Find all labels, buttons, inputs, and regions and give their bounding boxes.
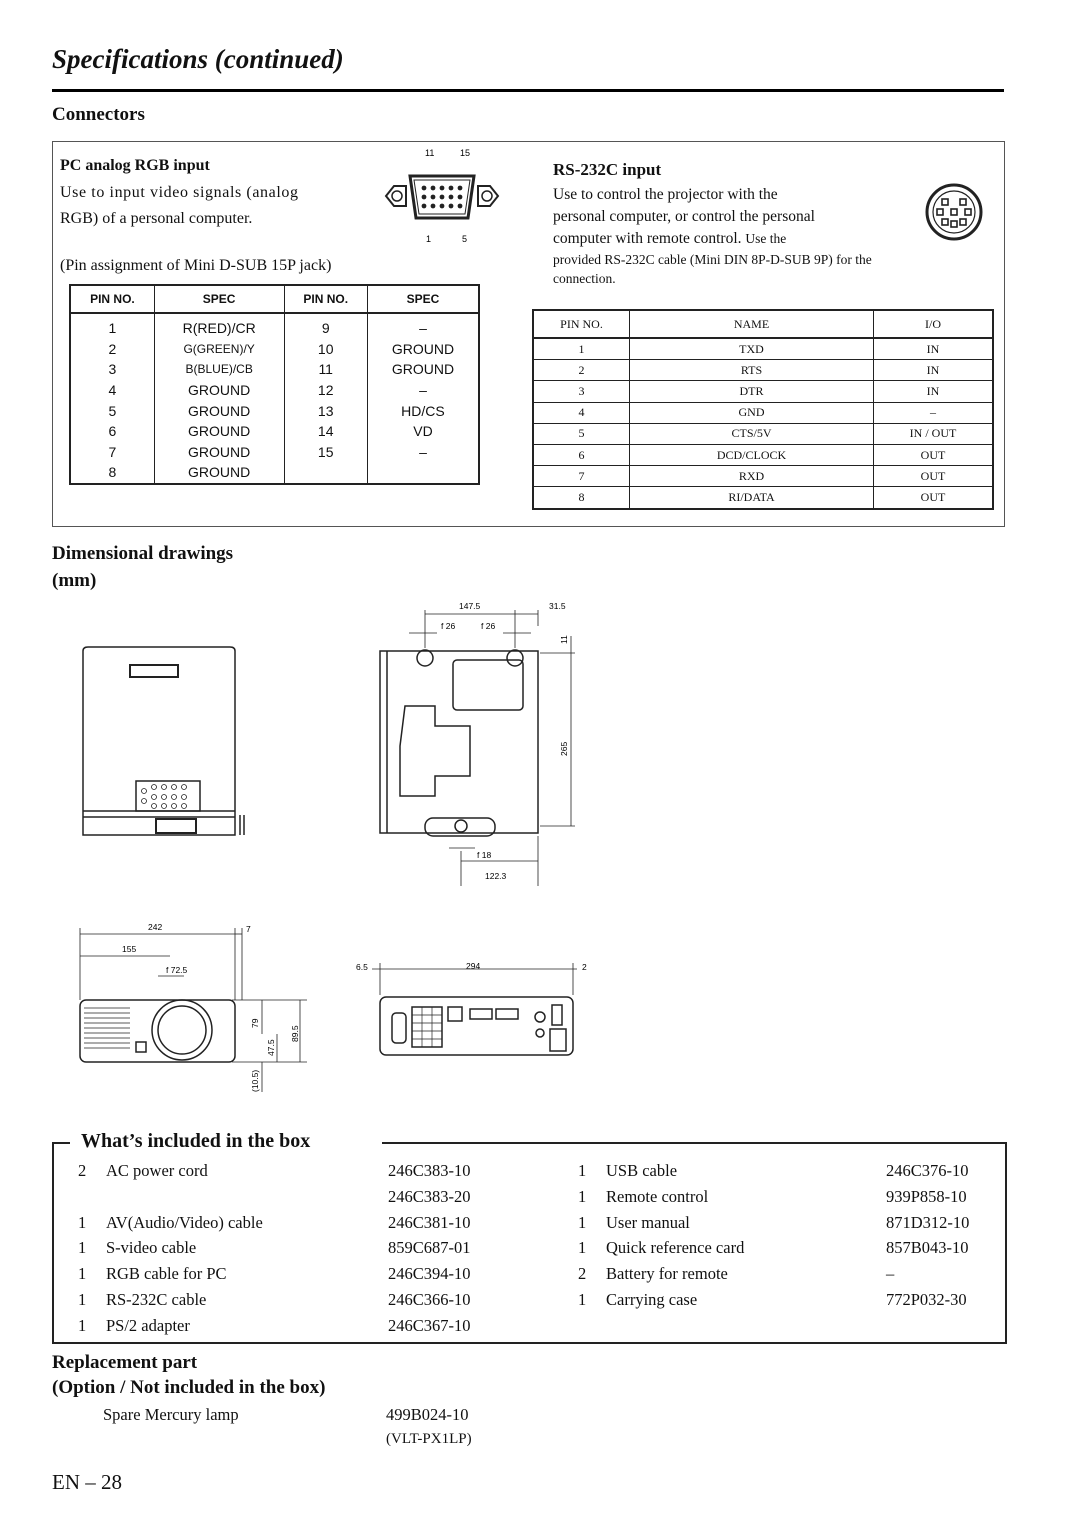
dim-label-47: 47.5 [266,1039,276,1056]
projector-rear-view-drawing [352,955,602,1065]
table-row: 7 GROUND 15 – [70,442,479,463]
rs232-heading: RS-232C input [553,160,662,179]
dim-label-242: 242 [148,922,163,932]
table-header: PIN NO. [533,310,630,338]
table-row: 8 RI/DATA OUT [533,487,993,509]
pc-rgb-note: (Pin assignment of Mini D-SUB 15P jack) [60,257,332,274]
projector-front-view-drawing [72,920,322,1100]
list-item: 2 AC power cord 246C383-10 [78,1161,471,1180]
page-title: Specifications (continued) [52,44,344,74]
dim-label-31: 31.5 [549,601,566,611]
rs232-desc-5: connection. [553,271,616,286]
dim-label-89: 89.5 [290,1025,300,1042]
list-item: 1 Carrying case 772P032-30 [578,1289,967,1309]
rs232-desc-2: personal computer, or control the personal [553,208,815,225]
rs232-desc-3a: computer with remote control. [553,230,742,247]
table-row: 3 DTR IN [533,381,993,402]
table-row: 5 GROUND 13 HD/CS [70,400,479,421]
dim-label-6-5: 6.5 [356,962,368,972]
pc-rgb-desc-2: RGB) of a personal computer. [60,210,253,227]
pc-rgb-desc-1: Use to input video signals (analog [60,184,299,201]
table-row: 3 B(BLUE)/CB 11 GROUND [70,359,479,380]
list-item: 1 AV(Audio/Video) cable 246C381-10 [78,1212,471,1232]
table-row: 4 GROUND 12 – [70,380,479,401]
list-item: 246C383-20 [388,1186,471,1206]
table-header: PIN NO. [70,285,154,313]
table-header: NAME [630,310,874,338]
dim-label-122: 122.3 [485,871,507,881]
replacement-item: Spare Mercury lamp [103,1405,239,1424]
dim-label-79: 79 [250,1018,260,1028]
title-rule [52,89,1004,92]
rs232-desc-4: provided RS-232C cable (Mini DIN 8P-D-SUB 9P) for the [553,252,872,267]
list-item: 2 Battery for remote – [578,1264,895,1284]
included-box-heading: What’s included in the box [78,1130,313,1153]
rs232-desc-3 [553,228,786,249]
projector-bottom-view-drawing [375,596,585,891]
table-row: 5 CTS/5V IN / OUT [533,423,993,444]
dim-label-f72: f 72.5 [166,965,188,975]
list-item: 1 S-video cable 859C687-01 [78,1238,471,1258]
list-item: 1 User manual 871D312-10 [578,1212,970,1232]
included-left-list [72,1158,492,1339]
table-row: 6 GROUND 14 VD [70,421,479,442]
pc-rgb-pin-table [69,284,480,485]
pin-label-11: 11 [425,148,435,158]
dimensions-unit: (mm) [52,570,97,591]
table-header: SPEC [367,285,479,313]
dsub-15p-icon [384,146,500,246]
dim-label-7: 7 [246,924,251,934]
list-item: 1 RGB cable for PC 246C394-10 [78,1264,471,1284]
mini-din-8p-icon [924,182,984,242]
dim-label-f26a: f 26 [441,621,456,631]
included-box-topline [52,1142,70,1144]
table-row: 1 TXD IN [533,338,993,360]
connectors-heading: Connectors [52,104,145,125]
replacement-code: 499B024-10 [386,1405,469,1424]
dimensions-heading: Dimensional drawings [52,543,234,564]
pin-label-1: 1 [426,234,432,244]
dim-label-f18: f 18 [477,850,492,860]
included-right-list [572,1158,992,1313]
rs232-desc-1: Use to control the projector with the [553,186,778,203]
replacement-heading: Replacement part [52,1352,198,1373]
dim-label-155: 155 [122,944,137,954]
dim-label-11: 11 [559,635,569,644]
table-row: 4 GND – [533,402,993,423]
list-item: 1 USB cable 246C376-10 [578,1161,969,1180]
list-item: 1 Remote control 939P858-10 [578,1186,967,1206]
pc-rgb-heading: PC analog RGB input [60,157,210,174]
list-item: 1 RS-232C cable 246C366-10 [78,1289,471,1309]
page-number: EN – 28 [52,1470,122,1494]
list-item: 1 PS/2 adapter 246C367-10 [78,1315,471,1335]
table-row: 2 RTS IN [533,360,993,381]
table-header: I/O [874,310,994,338]
dim-label-147: 147.5 [459,601,481,611]
list-item: 1 Quick reference card 857B043-10 [578,1238,969,1258]
table-header: SPEC [154,285,284,313]
rs232-desc-3b: Use the [745,231,787,246]
included-box-topline [382,1142,1005,1144]
replacement-subheading: (Option / Not included in the box) [52,1377,326,1398]
table-row: 6 DCD/CLOCK OUT [533,444,993,465]
table-row: 8 GROUND [70,462,479,484]
replacement-model: (VLT-PX1LP) [386,1431,472,1447]
dim-label-f26b: f 26 [481,621,496,631]
table-header: PIN NO. [284,285,367,313]
pin-label-5: 5 [462,234,468,244]
pin-label-15: 15 [460,148,471,158]
dim-label-294: 294 [466,961,481,971]
projector-top-view-drawing [80,645,245,840]
table-row: 7 RXD OUT [533,466,993,487]
dim-label-265: 265 [559,741,569,756]
table-row: 1 R(RED)/CR 9 – [70,313,479,339]
rs232-pin-table [532,309,994,510]
dim-label-10: (10.5) [250,1069,260,1092]
table-row: 2 G(GREEN)/Y 10 GROUND [70,339,479,360]
dim-label-2: 2 [582,962,587,972]
